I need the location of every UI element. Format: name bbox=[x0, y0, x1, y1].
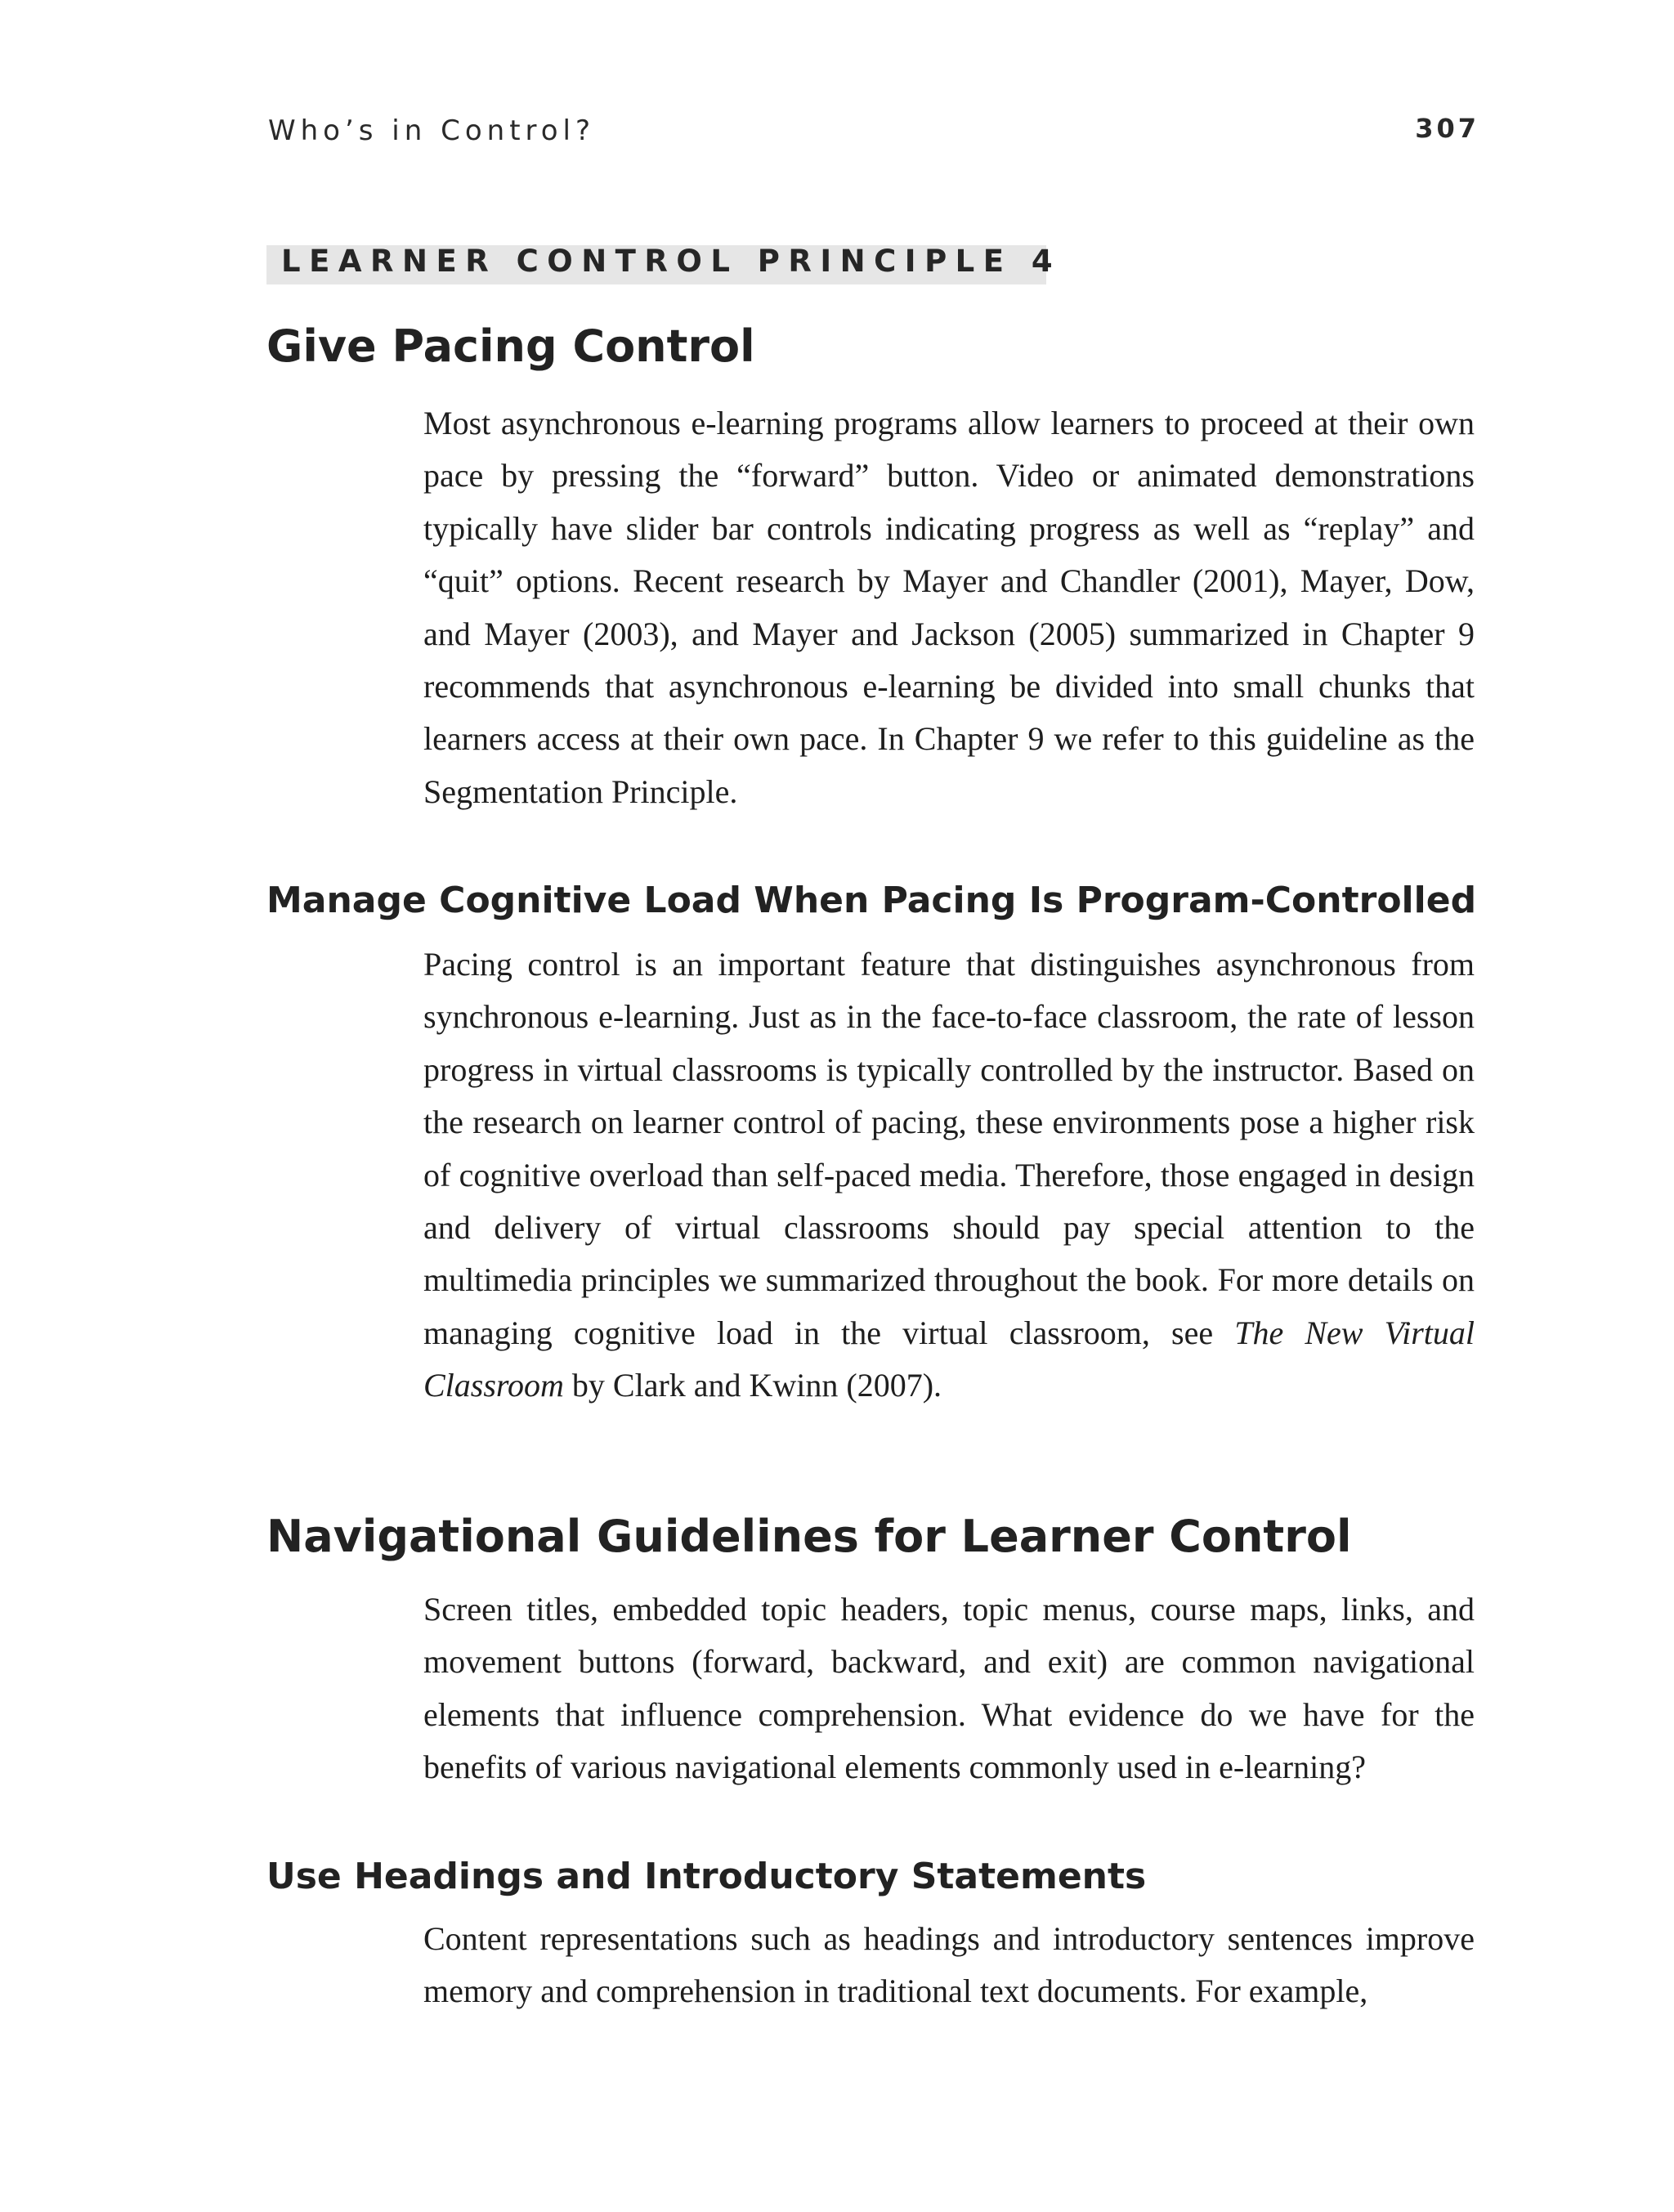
navigation-paragraph: Screen titles, embedded topic headers, topic menus, course maps, links, and movement buttons (forward, backward, and exit) are common navigational elements that influence comprehension. What evidence do we have for the benefits of various navigational elements commonly used in e-learning? bbox=[423, 1591, 1475, 1786]
principle-title: Give Pacing Control bbox=[266, 320, 755, 372]
cognitive-load-text: Pacing control is an important feature that distinguishes asynchronous from synchronous e-learning. Just as in the face-to-face classroom, the rate of lesson progress in virtual classrooms is typically controlled by the instructor. Based on the research on learner control of pacing, these environments pose a higher risk of cognitive overload than self-paced media. Therefore, those engaged in design and delivery of virtual classrooms should pay special attention to the multimedia principles we summarized throughout the book. For more details on managing cognitive load in the virtual classroom, see bbox=[423, 946, 1475, 1351]
cognitive-load-heading: Manage Cognitive Load When Pacing Is Program-Controlled bbox=[266, 880, 1477, 921]
book-title: The New Virtual Classroom bbox=[423, 1314, 1475, 1404]
cognitive-load-paragraph bbox=[423, 938, 1475, 1413]
cognitive-load-tail: by Clark and Kwinn (2007). bbox=[571, 1367, 942, 1404]
headings-section-paragraph: Content representations such as headings and introductory sentences improve memory and comprehension in traditional text documents. For example, bbox=[423, 1920, 1475, 2010]
headings-section-heading: Use Headings and Introductory Statements bbox=[266, 1856, 1147, 1897]
page-number: 307 bbox=[1415, 113, 1479, 144]
principle-paragraph: Most asynchronous e-learning programs allow learners to proceed at their own pace by pressing the “forward” button. Video or animated demonstrations typically have slider bar controls indicating progress as well as “replay” and “quit” options. Recent research by Mayer and Chandler (2001), Mayer, Dow, and Mayer (2003), and Mayer and Jackson (2005) summarized in Chapter 9 recommends that asynchronous e-learning be divided into small chunks that learners access at their own pace. In Chapter 9 we refer to this guideline as the Segmentation Principle. bbox=[423, 405, 1475, 810]
running-head: Who’s in Control? bbox=[268, 114, 596, 147]
navigation-heading: Navigational Guidelines for Learner Control bbox=[266, 1511, 1352, 1562]
principle-label: LEARNER CONTROL PRINCIPLE 4 bbox=[281, 244, 1062, 279]
